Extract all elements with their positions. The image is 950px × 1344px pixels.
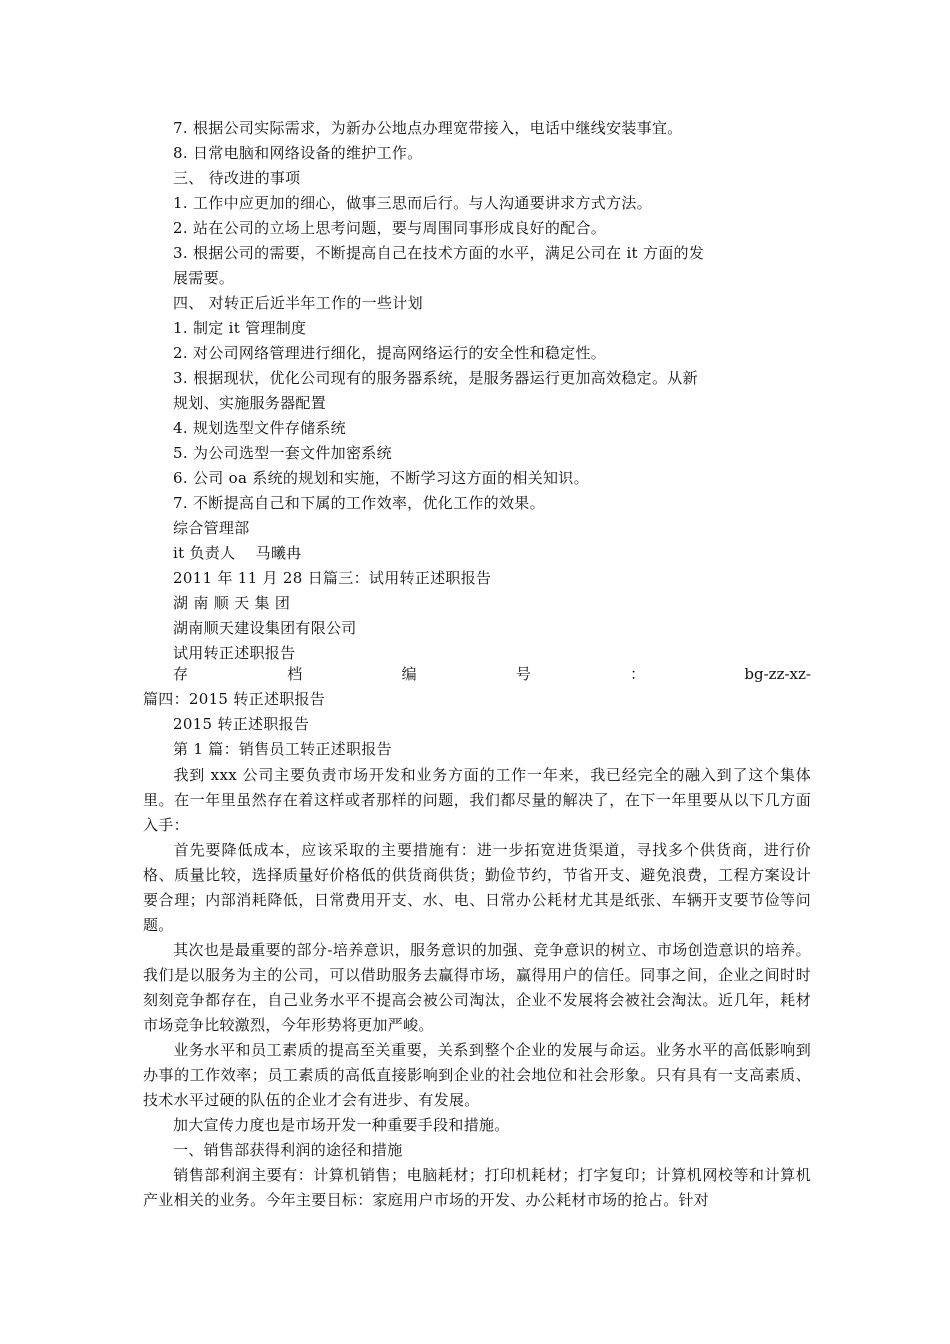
chapter-heading: 篇四：2015 转正述职报告 — [143, 690, 326, 708]
date-line: 2011 年 11 月 28 日篇三：试用转正述职报告 — [173, 569, 492, 587]
archive-number-line — [173, 664, 811, 684]
text-line: 3. 根据公司的需要，不断提高自己在技术方面的水平，满足公司在 it 方面的发 — [173, 244, 705, 262]
section-heading: 三、 待改进的事项 — [173, 169, 301, 187]
text-line: 7. 根据公司实际需求，为新办公地点办理宽带接入，电话中继线安装事宜。 — [173, 119, 683, 137]
group-name: 湖 南 顺 天 集 团 — [173, 594, 291, 612]
paragraph-text: 加大宣传力度也是市场开发一种重要手段和措施。 — [173, 1116, 510, 1134]
text-line: 3. 根据现状，优化公司现有的服务器系统，是服务器运行更加高效稳定。从新 — [173, 369, 698, 387]
signature-line: it 负责人 马曦冉 — [173, 544, 302, 562]
department-name: 综合管理部 — [173, 519, 250, 537]
company-name: 湖南顺天建设集团有限公司 — [173, 619, 357, 637]
paragraph — [143, 763, 811, 838]
paragraph-text: 一、销售部获得利润的途径和措施 — [173, 1141, 403, 1159]
text-line: 6. 公司 oa 系统的规划和实施，不断学习这方面的相关知识。 — [173, 469, 589, 487]
report-title: 试用转正述职报告 — [173, 644, 296, 662]
archive-char: 号 — [515, 665, 531, 683]
archive-char: 编 — [401, 665, 417, 683]
text-line: 规划、实施服务器配置 — [173, 394, 327, 412]
text-line: 1. 制定 it 管理制度 — [173, 319, 307, 337]
paragraph — [143, 1038, 811, 1113]
archive-char: 档 — [287, 665, 303, 683]
paragraph-text: 其次也是最重要的部分-培养意识，服务意识的加强、竞争意识的树立、市场创造意识的培养。我们是以服务为主的公司，可以借助服务去赢得市场，赢得用户的信任。同事之间，企业之间时时刻刻竞争都存在，自己业务水平不提高会被公司淘汰，企业不发展将会被社会淘汰。近几年，耗材市场竞争比较激烈，今年形势将更加严峻。 — [143, 941, 811, 1034]
text-line: 7. 不断提高自己和下属的工作效率，优化工作的效果。 — [173, 494, 545, 512]
text-line: 4. 规划选型文件存储系统 — [173, 419, 346, 437]
text-line: 2. 站在公司的立场上思考问题，要与周围同事形成良好的配合。 — [173, 219, 607, 237]
text-line: 8. 日常电脑和网络设备的维护工作。 — [173, 144, 423, 162]
paragraph — [143, 1113, 811, 1138]
archive-char: 存 — [173, 665, 189, 683]
paragraph — [143, 938, 811, 1038]
text-line: 展需要。 — [173, 269, 235, 287]
archive-code: bg-zz-xz- — [744, 665, 811, 683]
text-line: 2. 对公司网络管理进行细化，提高网络运行的安全性和稳定性。 — [173, 344, 607, 362]
paragraph-text: 我到 xxx 公司主要负责市场开发和业务方面的工作一年来，我已经完全的融入到了这个集体里。在一年里虽然存在着这样或者那样的问题，我们都尽量的解决了，在下一年里要从以下几方面入手： — [143, 766, 811, 834]
text-line: 1. 工作中应更加的细心，做事三思而后行。与人沟通要讲求方式方法。 — [173, 194, 652, 212]
archive-char: ： — [630, 665, 646, 683]
report-title: 2015 转正述职报告 — [173, 715, 310, 733]
paragraph-text: 销售部利润主要有：计算机销售；电脑耗材；打印机耗材；打字复印；计算机网校等和计算机产业相关的业务。今年主要目标：家庭用户市场的开发、办公耗材市场的抢占。针对 — [143, 1166, 811, 1209]
paragraph — [143, 838, 811, 938]
text-line: 5. 为公司选型一套文件加密系统 — [173, 444, 392, 462]
section-heading — [143, 1138, 811, 1163]
paragraph-text: 业务水平和员工素质的提高至关重要，关系到整个企业的发展与命运。业务水平的高低影响到办事的工作效率；员工素质的高低直接影响到企业的社会地位和社会形象。只有具有一支高素质、技术水平过硬的队伍的企业才会有进步、有发展。 — [143, 1041, 811, 1109]
paragraph-text: 首先要降低成本，应该采取的主要措施有：进一步拓宽进货渠道，寻找多个供货商，进行价格、质量比较，选择质量好价格低的供货商供货；勤俭节约，节省开支、避免浪费，工程方案设计要合理；内部消耗降低，日常费用开支、水、电、日常办公耗材尤其是纸张、车辆开支要节俭等问题。 — [143, 841, 811, 934]
paragraph — [143, 1163, 811, 1213]
article-heading: 第 1 篇：销售员工转正述职报告 — [173, 740, 392, 758]
section-heading: 四、 对转正后近半年工作的一些计划 — [173, 294, 423, 312]
